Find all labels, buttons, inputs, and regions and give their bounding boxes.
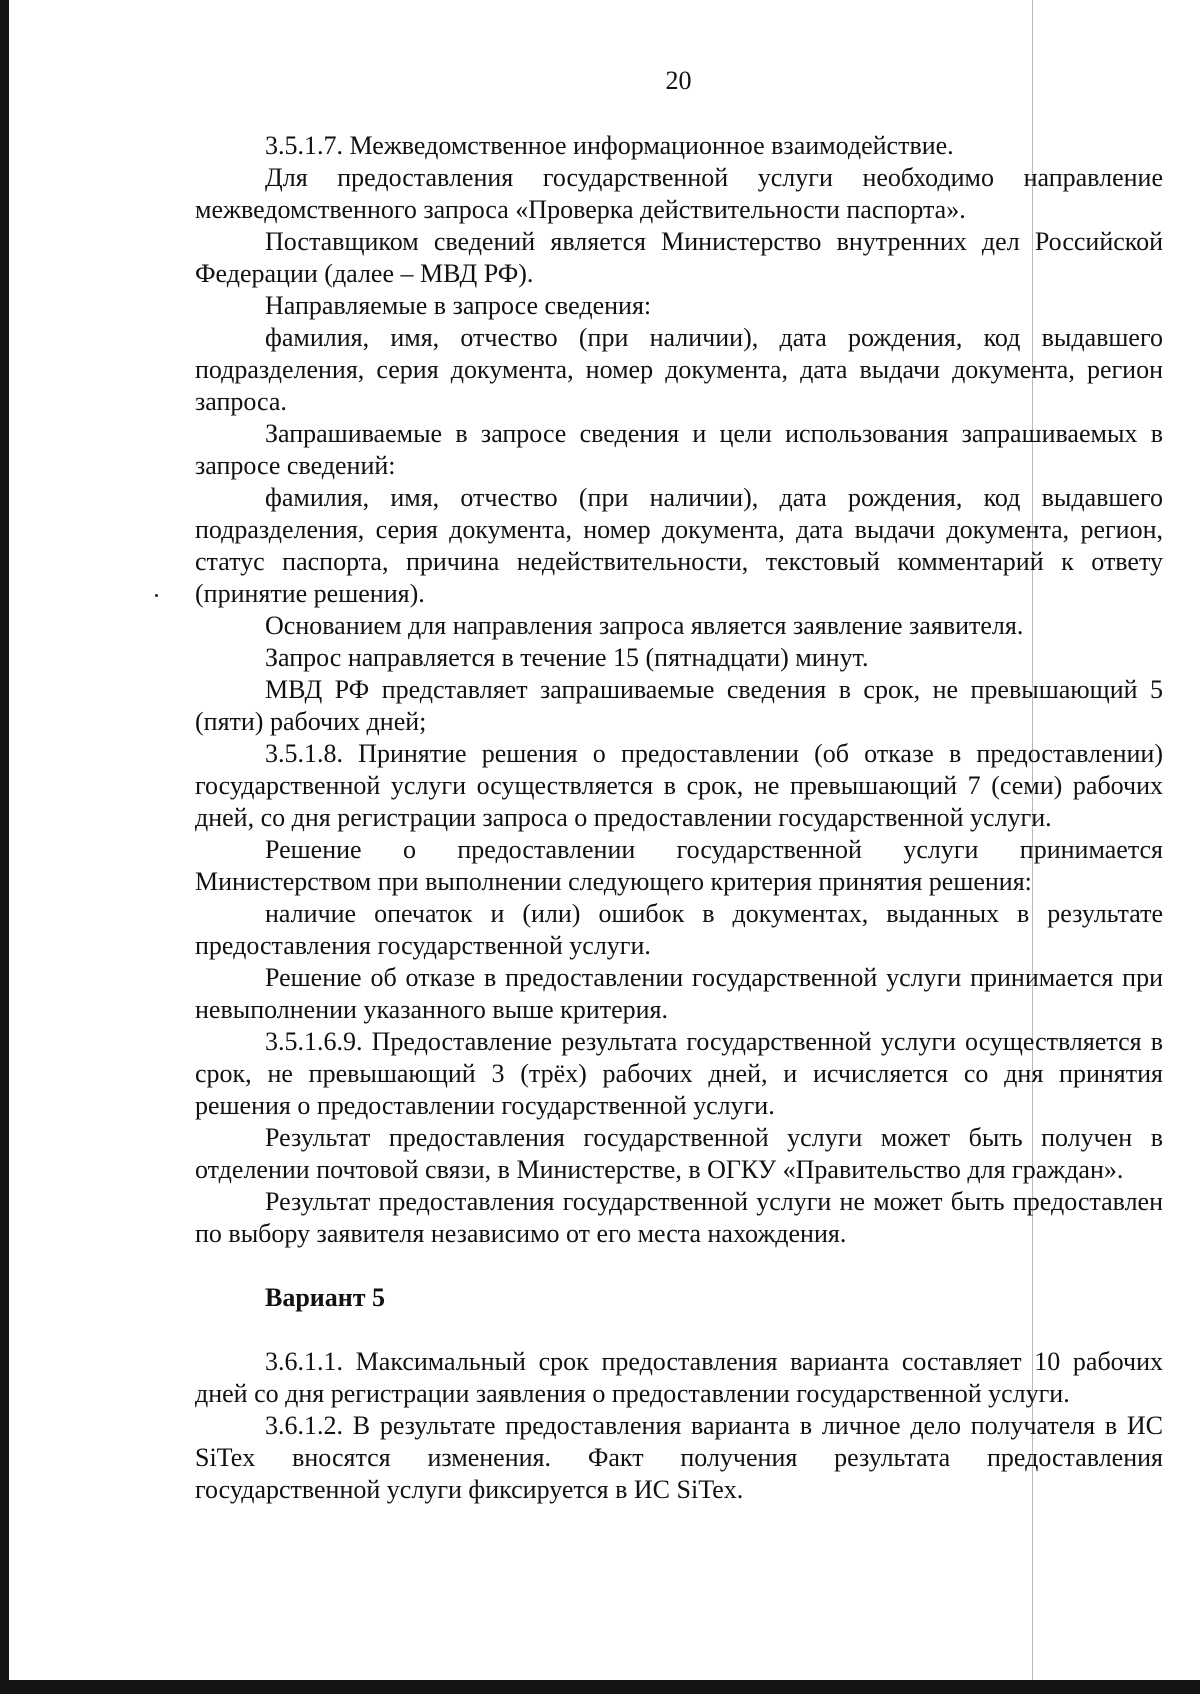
- paragraph: Запрос направляется в течение 15 (пятнадцати) минут.: [265, 643, 869, 672]
- paragraph: 3.6.1.1. Максимальный срок предоставления варианта составляет 10 рабочих дней со дня регистрации заявления о предоставлении государственной услуги.: [195, 1347, 1163, 1408]
- page-number: 20: [665, 66, 692, 95]
- paragraph: Результат предоставления государственной услуги не может быть предоставлен по выбору заявителя независимо от его места нахождения.: [195, 1187, 1163, 1248]
- paragraph: наличие опечаток и (или) ошибок в документах, выданных в результате предоставления государственной услуги.: [195, 899, 1163, 960]
- paragraph: фамилия, имя, отчество (при наличии), дата рождения, код выдавшего подразделения, серия документа, номер документа, дата выдачи документа, регион, статус паспорта, причина недействительности, текстовый комментарий к ответу (принятие решения).: [195, 483, 1163, 608]
- paragraph: МВД РФ представляет запрашиваемые сведения в срок, не превышающий 5 (пяти) рабочих дней;: [195, 675, 1163, 736]
- scan-edge-left: [0, 0, 9, 1694]
- paragraph: Основанием для направления запроса является заявление заявителя.: [265, 611, 1024, 640]
- scan-speck: [155, 594, 158, 597]
- paragraph: 3.5.1.8. Принятие решения о предоставлении (об отказе в предоставлении) государственной услуги осуществляется в срок, не превышающий 7 (семи) рабочих дней, со дня регистрации запроса о предоставлении государственной услуги.: [195, 739, 1163, 832]
- paragraph: фамилия, имя, отчество (при наличии), дата рождения, код выдавшего подразделения, серия документа, номер документа, дата выдачи документа, регион запроса.: [195, 323, 1163, 416]
- scan-edge-bottom: [0, 1680, 1200, 1694]
- paragraph: Направляемые в запросе сведения:: [265, 291, 652, 320]
- variant-heading: Вариант 5: [265, 1283, 386, 1312]
- paragraph: 3.5.1.7. Межведомственное информационное взаимодействие.: [265, 131, 954, 160]
- paragraph: Решение об отказе в предоставлении государственной услуги принимается при невыполнении указанного выше критерия.: [195, 963, 1163, 1024]
- paragraph: 3.6.1.2. В результате предоставления варианта в личное дело получателя в ИС SiTex вносятся изменения. Факт получения результата предоставления государственной услуги фиксируется в ИС SiTex.: [195, 1411, 1163, 1504]
- paragraph: Результат предоставления государственной услуги может быть получен в отделении почтовой связи, в Министерстве, в ОГКУ «Правительство для граждан».: [195, 1123, 1163, 1184]
- paragraph: Запрашиваемые в запросе сведения и цели использования запрашиваемых в запросе сведений:: [195, 419, 1163, 480]
- paragraph: Поставщиком сведений является Министерство внутренних дел Российской Федерации (далее – МВД РФ).: [195, 227, 1163, 288]
- paragraph: Решение о предоставлении государственной услуги принимается Министерством при выполнении следующего критерия принятия решения:: [195, 835, 1163, 896]
- paragraph: Для предоставления государственной услуги необходимо направление межведомственного запроса «Проверка действительности паспорта».: [195, 163, 1163, 224]
- document-body: [195, 130, 1163, 1506]
- paragraph: 3.5.1.6.9. Предоставление результата государственной услуги осуществляется в срок, не превышающий 3 (трёх) рабочих дней, и исчисляется со дня принятия решения о предоставлении государственной услуги.: [195, 1027, 1163, 1120]
